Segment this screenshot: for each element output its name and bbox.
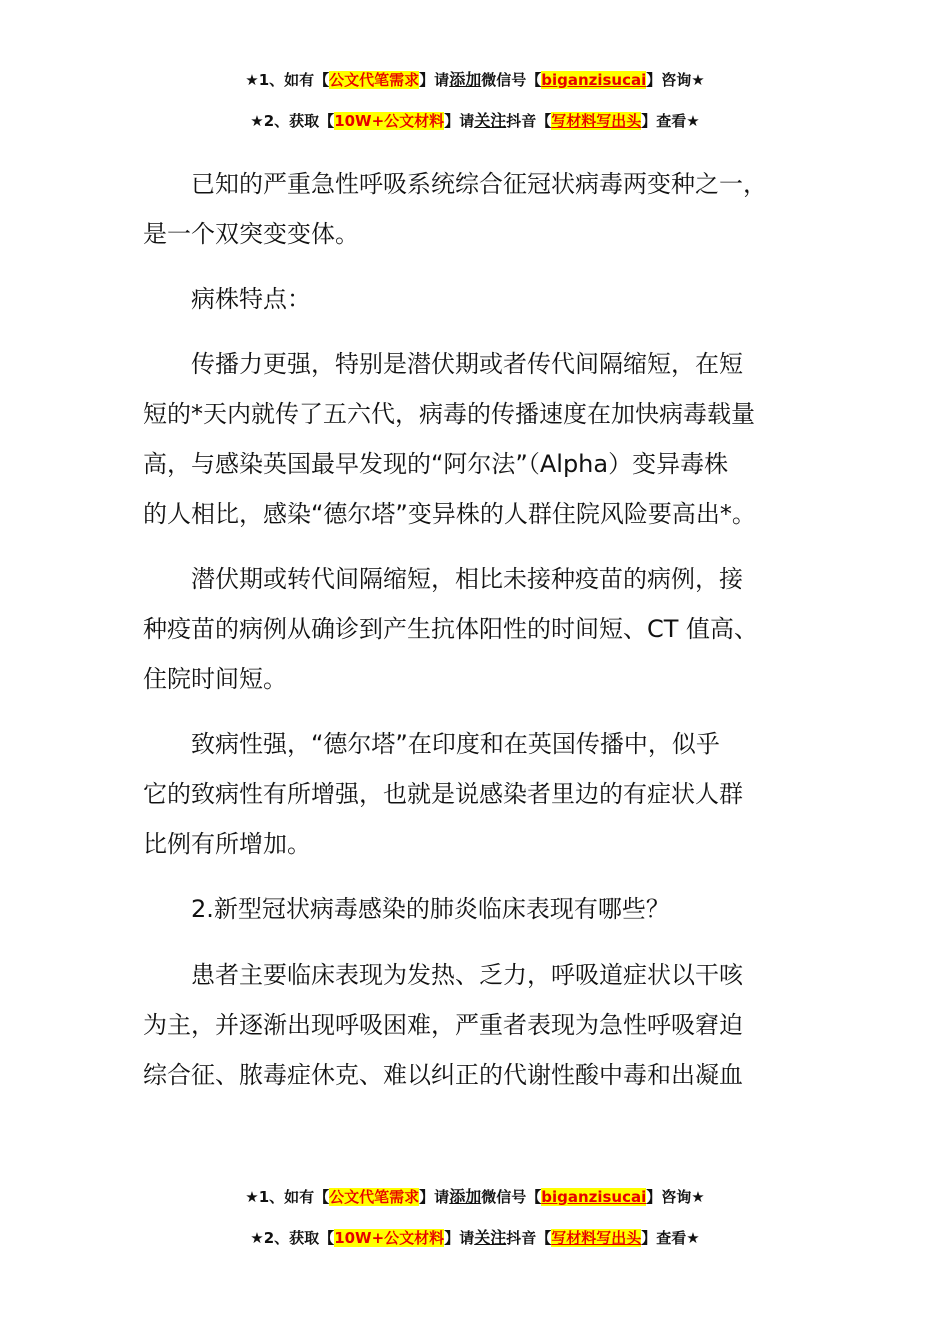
banner-emphasis: 添加	[449, 70, 482, 89]
text-line: 比例有所增加。	[143, 830, 311, 858]
text-line: 高，与感染英国最早发现的“阿尔法”（Alpha）变异毒株	[143, 450, 729, 478]
text-line: 为主，并逐渐出现呼吸困难，严重者表现为急性呼吸窘迫	[143, 1011, 743, 1039]
banner-text: 】查看★	[641, 1229, 700, 1247]
banner-text: 抖音【	[506, 1229, 552, 1247]
paragraph-incubation	[143, 554, 823, 704]
text-line: 病株特点：	[143, 285, 311, 313]
banner-text: 抖音【	[506, 112, 552, 130]
wechat-id-link[interactable]: biganzisucai	[541, 71, 647, 89]
banner-text: ★2、获取【	[250, 1229, 335, 1247]
banner-emphasis: 关注	[474, 111, 507, 130]
banner-text: 】咨询★	[646, 1188, 705, 1206]
banner-text: ★2、获取【	[250, 112, 335, 130]
text-line: 已知的严重急性呼吸系统综合征冠状病毒两变种之一，	[143, 170, 767, 198]
banner-text: 】请	[444, 112, 475, 130]
text-line: 住院时间短。	[143, 665, 287, 693]
text-line: 综合征、脓毒症休克、难以纠正的代谢性酸中毒和出凝血	[143, 1061, 743, 1089]
banner-text: 】咨询★	[646, 71, 705, 89]
text-line: 致病性强，“德尔塔”在印度和在英国传播中，似乎	[143, 730, 720, 758]
text-line: 短的*天内就传了五六代，病毒的传播速度在加快病毒载量	[143, 400, 755, 428]
highlight-service: 公文代笔需求	[329, 71, 420, 89]
paragraph-symptoms	[143, 950, 823, 1100]
highlight-materials: 10W+公文材料	[334, 1229, 445, 1247]
banner-text: 】请	[444, 1229, 475, 1247]
highlight-service: 公文代笔需求	[329, 1188, 420, 1206]
paragraph-question	[143, 884, 823, 934]
paragraph-heading-features	[143, 274, 823, 324]
banner-text: 】请	[419, 1188, 450, 1206]
text-line: 的人相比，感染“德尔塔”变异株的人群住院风险要高出*。	[143, 500, 756, 528]
footer-banner-line-1	[0, 1187, 950, 1207]
header-banner-line-2	[0, 111, 950, 131]
banner-emphasis: 添加	[449, 1187, 482, 1206]
wechat-id-link[interactable]: biganzisucai	[541, 1188, 647, 1206]
text-line: 2.新型冠状病毒感染的肺炎临床表现有哪些？	[143, 895, 670, 923]
banner-text: 】查看★	[641, 112, 700, 130]
banner-emphasis: 关注	[474, 1228, 507, 1247]
paragraph-transmission	[143, 339, 823, 539]
paragraph-intro	[143, 159, 823, 259]
text-line: 潜伏期或转代间隔缩短，相比未接种疫苗的病例，接	[143, 565, 743, 593]
text-line: 患者主要临床表现为发热、乏力，呼吸道症状以干咳	[143, 961, 743, 989]
paragraph-pathogenicity	[143, 719, 823, 869]
text-line: 它的致病性有所增强，也就是说感染者里边的有症状人群	[143, 780, 743, 808]
douyin-account-link[interactable]: 写材料写出头	[551, 112, 642, 130]
douyin-account-link[interactable]: 写材料写出头	[551, 1229, 642, 1247]
banner-text: ★1、如有【	[245, 71, 330, 89]
banner-text: 微信号【	[481, 71, 542, 89]
footer-banner-line-2	[0, 1228, 950, 1248]
text-line: 种疫苗的病例从确诊到产生抗体阳性的时间短、CT 值高、	[143, 615, 759, 643]
banner-text: 】请	[419, 71, 450, 89]
banner-text: ★1、如有【	[245, 1188, 330, 1206]
text-line: 传播力更强，特别是潜伏期或者传代间隔缩短，在短	[143, 350, 743, 378]
highlight-materials: 10W+公文材料	[334, 112, 445, 130]
header-banner-line-1	[0, 70, 950, 90]
text-line: 是一个双突变变体。	[143, 220, 359, 248]
banner-text: 微信号【	[481, 1188, 542, 1206]
